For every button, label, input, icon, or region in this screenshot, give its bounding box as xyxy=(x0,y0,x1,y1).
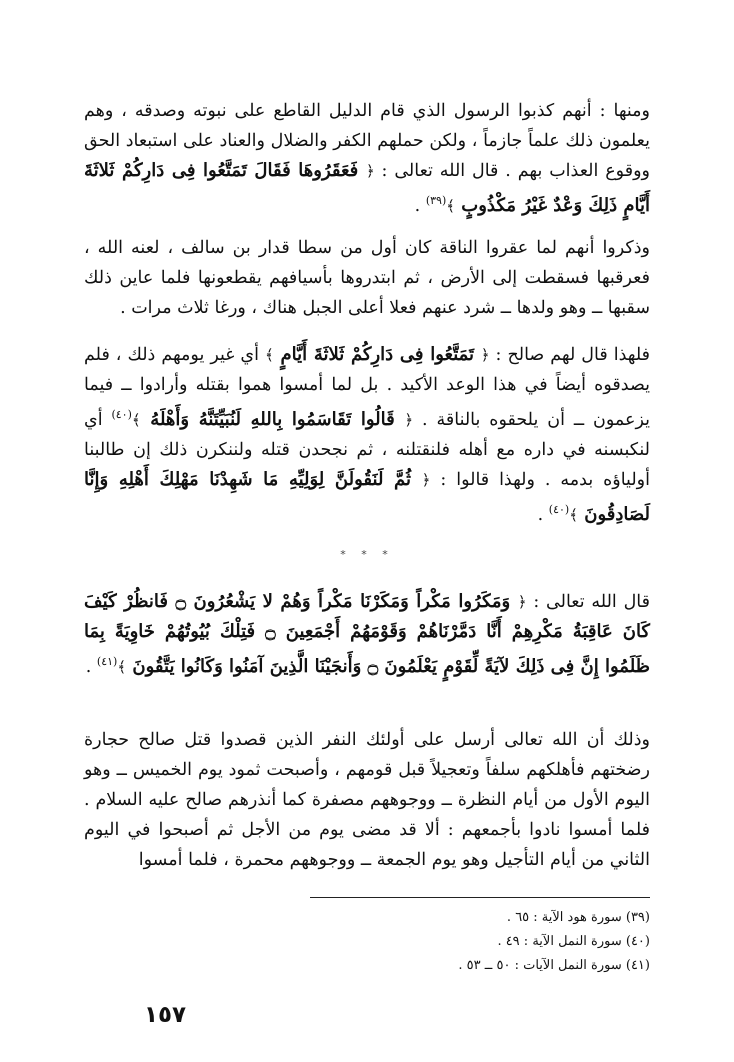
paragraph-5 xyxy=(84,725,650,875)
footnote-ref[interactable]: (٤١) xyxy=(96,655,118,668)
paragraph-2 xyxy=(84,233,650,323)
quran-bracket-open: ﴿ xyxy=(421,470,431,489)
footnote-ref[interactable]: (٣٩) xyxy=(425,194,447,207)
paragraph-text: . xyxy=(414,195,426,216)
paragraph-text: وذكروا أنهم لما عقروا الناقة كان أول من سطا قدار بن سالف ، لعنه الله ، فعرقبها فسقطت إلى الأرض ، ثم ابتدروها بأسيافهم يقطعونها فلما عاين ذلك سقبها ــ وهو ولدها ــ شرد عنهم فعلا أعلى الجبل هناك ، ورغا ثلاث مرات . xyxy=(84,238,650,318)
footnote-41: (٤١) سورة النمل الآيات : ٥٠ ــ ٥٣ . xyxy=(458,958,650,973)
quran-bracket-open: ﴿ xyxy=(365,162,375,180)
quran-bracket-open: ﴿ xyxy=(404,410,414,429)
paragraph-text: أي غير يومهم ذلك ، فلم يصدقوه أيضاً في هذا الوعد الأكيد . بل لما أمسوا هموا بقتله وأرادوا ــ فيما يزعمون ــ أن يلحقوه بالناقة . xyxy=(84,345,650,430)
footnote-39: (٣٩) سورة هود الآية : ٦٥ . xyxy=(506,910,650,925)
section-separator: * * * xyxy=(340,548,394,561)
paragraph-3 xyxy=(84,340,650,530)
footnote-ref[interactable]: (٤٠) xyxy=(548,502,570,516)
paragraph-text: قال الله تعالى : xyxy=(526,592,650,612)
paragraph-text: ومنها : أنهم كذبوا الرسول الذي قام الدليل القاطع على نبوته وصدقه ، وهم يعلمون ذلك علماً جازماً ، ولكن حملهم الكفر والضلال والعناد على استبعاد الحق ووقوع العذاب بهم . قال الله تعالى : xyxy=(84,101,650,181)
quran-bracket-close: ﴾ xyxy=(446,196,456,215)
quran-bracket-close: ﴾ xyxy=(264,346,274,364)
page-number: ١٥٧ xyxy=(143,1002,187,1028)
quran-verse: فَعَقَرُوهَا فَقَالَ تَمَتَّعُوا فِى دَارِكُمْ ثَلاثَةَ أَيَّامٍ ذَلِكَ وَعْدٌ غَيْرُ مَكْذُوبٍ xyxy=(84,160,650,216)
paragraph-1 xyxy=(84,96,650,221)
quran-bracket-close: ﴾ xyxy=(131,410,141,429)
quran-bracket-close: ﴾ xyxy=(117,657,127,676)
paragraph-4 xyxy=(84,587,650,682)
footnote-divider xyxy=(310,897,650,898)
footnote-ref[interactable]: (٤٠) xyxy=(111,408,132,421)
quran-verse: تَمَتَّعُوا فِى دَارِكُمْ ثَلاثَةَ أَيَّامٍ xyxy=(273,344,481,365)
quran-bracket-close: ﴾ xyxy=(569,505,579,524)
paragraph-text: فلهذا قال لهم صالح : xyxy=(489,345,650,365)
quran-verse: قَالُوا تَقَاسَمُوا بِاللهِ لَنُبَيِّتَنَّهُ وَأَهْلَهُ xyxy=(140,408,405,430)
paragraph-text: . xyxy=(85,656,97,677)
quran-verse: وَمَكَرُوا مَكْراً وَمَكَرْنَا مَكْراً وَهُمْ لا يَشْعُرُونَ ۝ فَانظُرْ كَيْفَ كَانَ عَاقِبَةُ مَكْرِهِمْ أَنَّا دَمَّرْنَاهُمْ وَقَوْمَهُمْ أَجْمَعِينَ ۝ فَتِلْكَ بُيُوتُهُمْ خَاوِيَةً بِمَا ظَلَمُوا إِنَّ فِى ذَلِكَ لآيَةً لِّقَوْمٍ يَعْلَمُونَ ۝ وَأَنجَيْنَا الَّذِينَ آمَنُوا وَكَانُوا يَتَّقُونَ xyxy=(84,591,650,677)
quran-verse: ثُمَّ لَنَقُولَنَّ لِوَلِيِّهِ مَا شَهِدْنَا مَهْلِكَ أَهْلِهِ وَإِنَّا لَصَادِقُونَ xyxy=(84,468,650,525)
footnote-40: (٤٠) سورة النمل الآية : ٤٩ . xyxy=(497,934,650,949)
footnotes xyxy=(84,906,650,978)
paragraph-text: . xyxy=(537,504,549,525)
paragraph-text: وذلك أن الله تعالى أرسل على أولئك النفر الذين قصدوا قتل صالح حجارة رضختهم فأهلكهم سلفاً وتعجيلاً قبل قومهم ، وأصبحت ثمود يوم الخميس ــ وهو اليوم الأول من أيام النظرة ــ ووجوههم مصفرة كما أنذرهم صالح عليه السلام . فلما أمسوا نادوا بأجمعهم : ألا قد مضى يوم من الأجل ثم أصبحوا في اليوم الثاني من أيام التأجيل وهو يوم الجمعة ــ ووجوههم محمرة ، فلما أمسوا xyxy=(84,730,650,870)
quran-bracket-open: ﴿ xyxy=(480,346,490,364)
paragraph-text: أي لنكبسنه في داره مع أهله فلنقتلنه ، ثم نجحدن قتله ولننكرن ذلك إن طالبنا أولياؤه بدمه . ولهذا قالوا : xyxy=(84,409,650,490)
quran-bracket-open: ﴿ xyxy=(517,593,527,611)
